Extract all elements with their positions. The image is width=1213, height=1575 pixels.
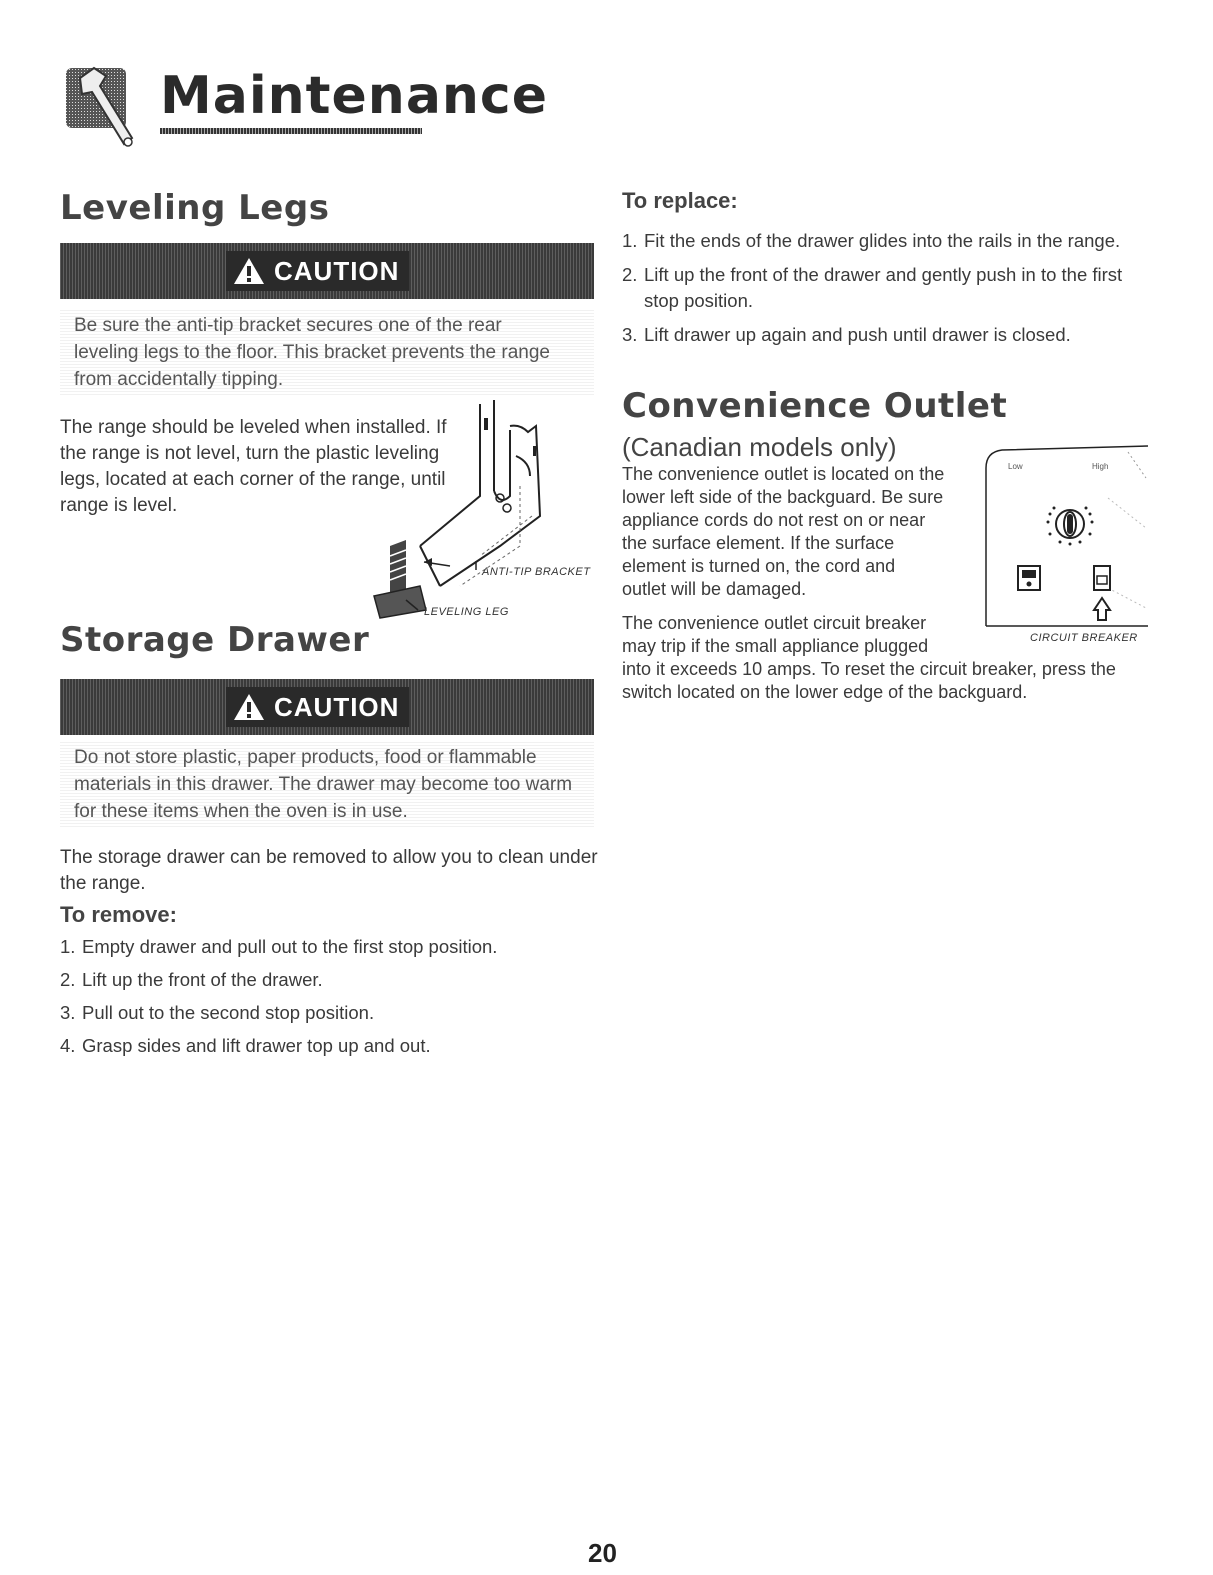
caution-line: from accidentally tipping.	[74, 369, 284, 390]
warning-icon	[232, 256, 266, 286]
step-line: Lift up the front of the drawer and gently push in to the first	[644, 264, 1123, 285]
list-item	[60, 1002, 600, 1035]
body-line: The convenience outlet is located on the	[622, 464, 945, 484]
caution-message	[60, 308, 594, 397]
body-line: the surface element. If the surface	[622, 533, 895, 553]
caution-banner	[60, 243, 594, 299]
circuit-breaker-label: CIRCUIT BREAKER	[1030, 632, 1138, 644]
caution-message	[60, 740, 594, 829]
caution-label-box	[226, 251, 409, 291]
body-line: lower left side of the backguard. Be sure	[622, 487, 944, 507]
step-text: Grasp sides and lift drawer top up and out.	[82, 1035, 431, 1056]
caution-line: Be sure the anti-tip bracket secures one of the rear	[74, 315, 502, 336]
step-number: 2.	[60, 969, 76, 990]
remove-steps	[60, 936, 600, 1068]
list-item	[60, 1035, 600, 1068]
warning-icon	[232, 692, 266, 722]
caution-line: for these items when the oven is in use.	[74, 801, 408, 822]
canadian-models-subheading: (Canadian models only)	[622, 432, 897, 462]
body-line: The storage drawer can be removed to allow you to clean under	[60, 847, 598, 868]
anti-tip-bracket-label: ANTI-TIP BRACKET	[482, 566, 591, 578]
page-title: Maintenance	[160, 66, 549, 126]
list-item	[60, 936, 600, 969]
caution-line: Do not store plastic, paper products, food or flammable	[74, 747, 537, 768]
title-rule	[160, 128, 422, 134]
body-line: appliance cords do not rest on or near	[622, 510, 926, 530]
page-number: 20	[588, 1538, 617, 1568]
body-line: The convenience outlet circuit breaker	[622, 613, 927, 633]
step-number: 1.	[622, 230, 638, 251]
list-item	[60, 969, 600, 1002]
outlet-body-a	[622, 463, 972, 601]
step-text: Empty drawer and pull out to the first stop position.	[82, 936, 498, 957]
wrench-icon	[66, 60, 150, 152]
list-item	[622, 228, 1162, 254]
step-number: 4.	[60, 1035, 76, 1056]
anti-tip-bracket-illustration	[360, 396, 560, 626]
step-line: Lift drawer up again and push until drawer is closed.	[644, 324, 1071, 345]
body-line: outlet will be damaged.	[622, 579, 807, 599]
caution-line: materials in this drawer. The drawer may become too warm	[74, 774, 573, 795]
body-line: element is turned on, the cord and	[622, 556, 896, 576]
step-text	[644, 228, 1120, 254]
storage-drawer-heading: Storage Drawer	[60, 620, 370, 660]
caution-label-box	[226, 687, 409, 727]
body-line: the range is not level, turn the plastic leveling	[60, 443, 440, 464]
step-text	[644, 262, 1122, 314]
step-text: Pull out to the second stop position.	[82, 1002, 375, 1023]
step-number: 3.	[622, 324, 638, 345]
step-line: Fit the ends of the drawer glides into the rails in the range.	[644, 230, 1121, 251]
caution-label: CAUTION	[274, 255, 400, 286]
body-line: the range.	[60, 873, 146, 894]
body-line: legs, located at each corner of the range, until	[60, 469, 446, 490]
storage-body	[60, 845, 600, 897]
body-line: The range should be leveled when installed. If	[60, 417, 447, 438]
caution-banner	[60, 679, 594, 735]
step-line: stop position.	[644, 290, 754, 311]
list-item	[622, 262, 1162, 314]
step-number: 2.	[622, 264, 638, 285]
body-line: may trip if the small appliance plugged	[622, 636, 929, 656]
leveling-leg-label: LEVELING LEG	[424, 606, 509, 618]
leveling-legs-heading: Leveling Legs	[60, 188, 330, 228]
body-line: into it exceeds 10 amps. To reset the circuit breaker, press the	[622, 659, 1116, 679]
list-item	[622, 322, 1162, 348]
to-replace-heading: To replace:	[622, 188, 738, 213]
body-line: switch located on the lower edge of the backguard.	[622, 682, 1028, 702]
backguard-outlet-illustration	[978, 438, 1148, 634]
body-line: range is level.	[60, 495, 178, 516]
knob-low-label: Low	[1008, 462, 1023, 471]
step-text: Lift up the front of the drawer.	[82, 969, 323, 990]
step-text	[644, 322, 1071, 348]
step-number: 1.	[60, 936, 76, 957]
to-remove-heading: To remove:	[60, 902, 177, 927]
caution-label: CAUTION	[274, 691, 400, 722]
replace-steps	[622, 228, 1162, 348]
step-number: 3.	[60, 1002, 76, 1023]
knob-high-label: High	[1092, 462, 1109, 471]
convenience-outlet-heading: Convenience Outlet	[622, 386, 1008, 426]
caution-line: leveling legs to the floor. This bracket prevents the range	[74, 342, 550, 363]
